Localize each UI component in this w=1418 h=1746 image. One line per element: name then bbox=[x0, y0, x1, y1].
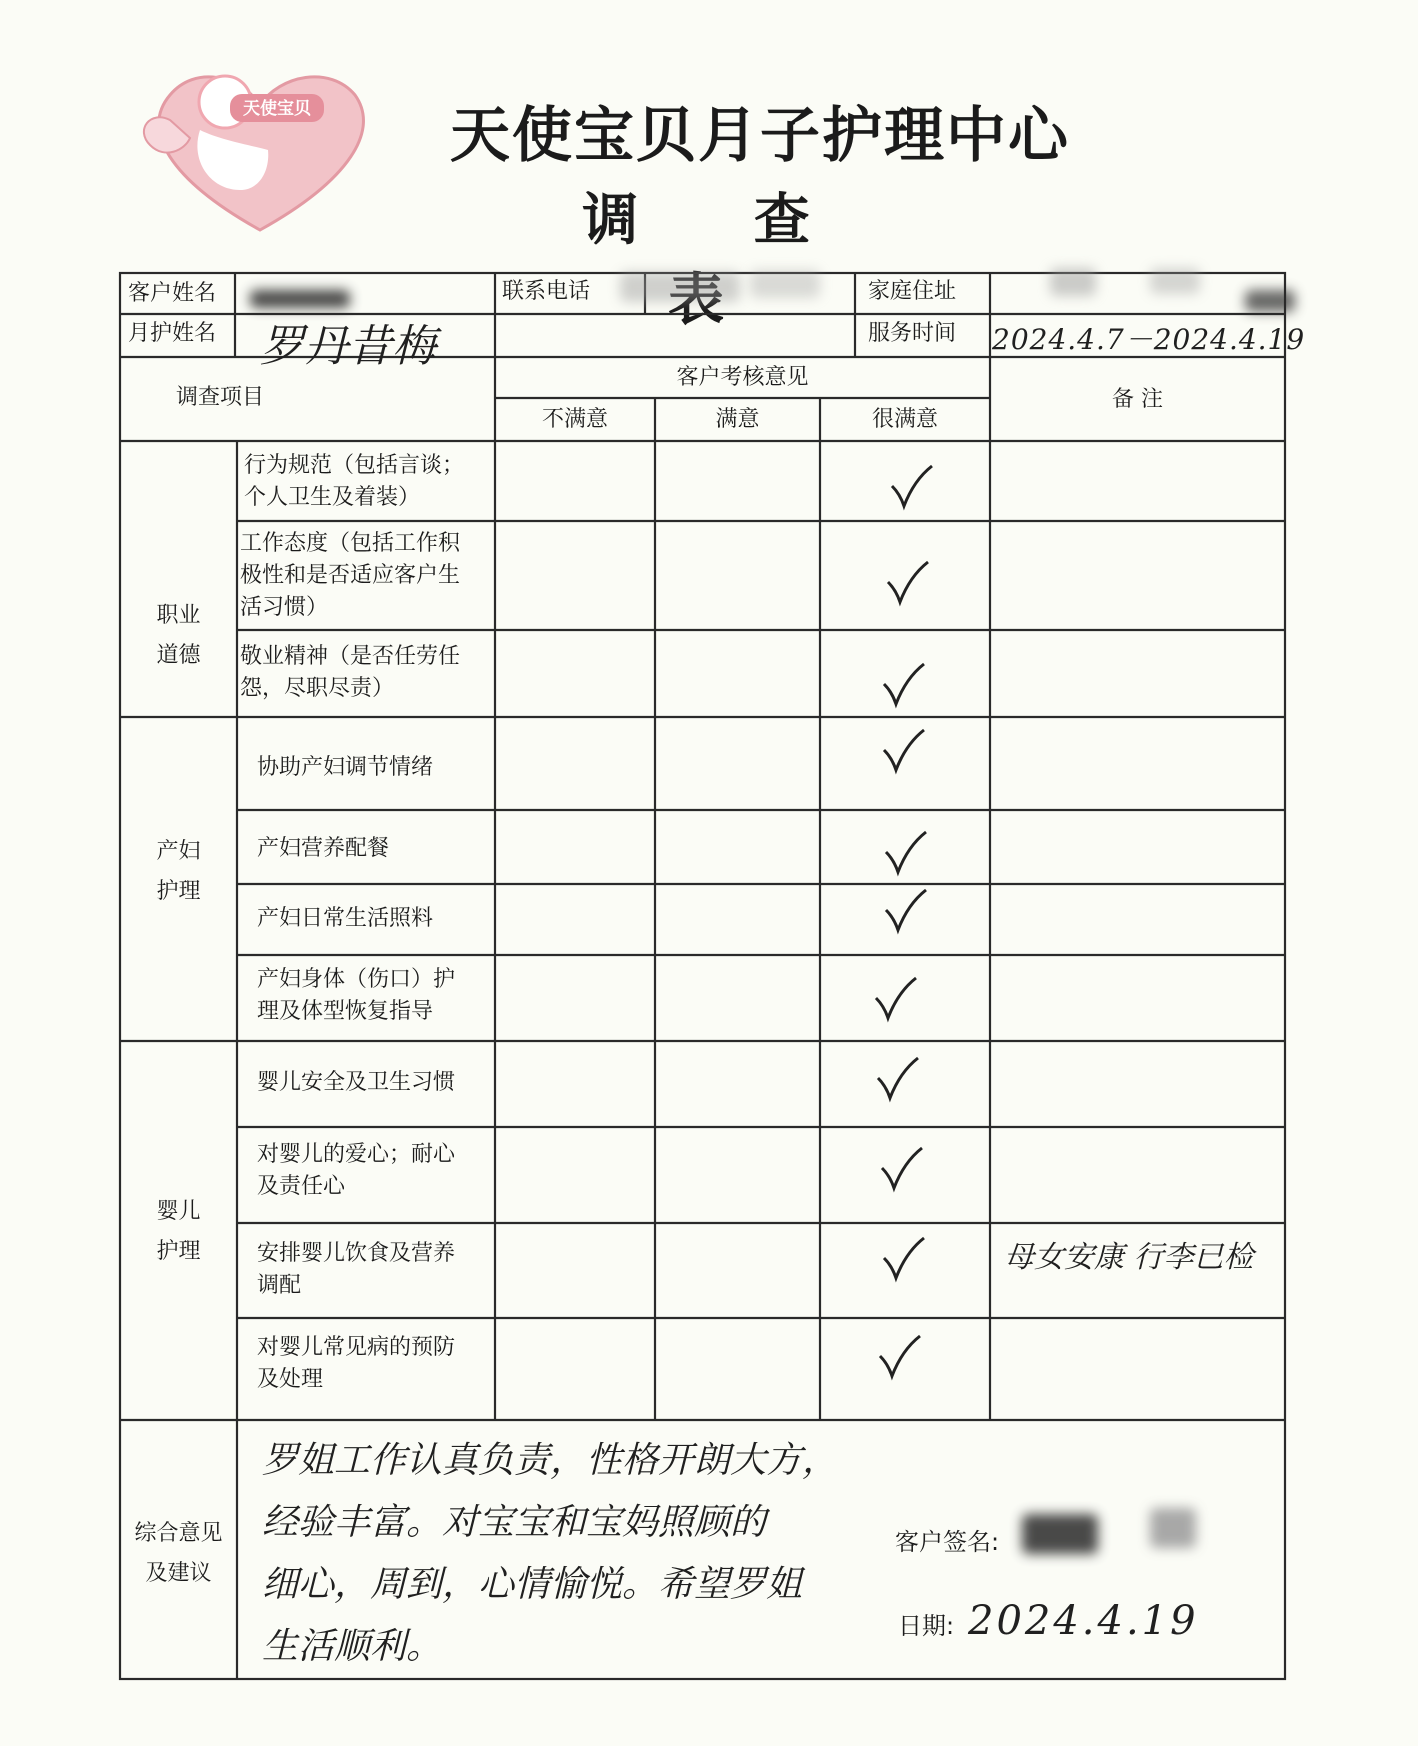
check-mark-icon bbox=[882, 826, 930, 878]
nurse-name-value: 罗丹昔梅 bbox=[260, 321, 436, 372]
signature-label: 客户签名: bbox=[895, 1528, 1000, 1556]
remark-note: 母女安康 行李已检 bbox=[1004, 1240, 1254, 1275]
summary-comment bbox=[262, 1430, 838, 1678]
check-mark-icon bbox=[874, 1052, 922, 1104]
item-nutrition: 产妇营养配餐 bbox=[257, 836, 390, 861]
col-very-satisfied: 很满意 bbox=[871, 407, 938, 432]
col-unsatisfied: 不满意 bbox=[541, 407, 608, 432]
page-title: 天使宝贝月子护理中心 bbox=[450, 101, 1070, 171]
address-redacted-2 bbox=[1150, 268, 1200, 294]
remarks-header: 备 注 bbox=[1112, 387, 1163, 412]
check-mark-icon bbox=[882, 884, 930, 936]
check-mark-icon bbox=[872, 972, 920, 1024]
col-satisfied: 满意 bbox=[715, 407, 760, 432]
check-mark-icon bbox=[888, 460, 936, 512]
item-conduct: 行为规范（包括言谈； 个人卫生及着装） bbox=[244, 453, 465, 510]
category-mother-care: 产妇 护理 bbox=[156, 839, 201, 904]
check-mark-icon bbox=[880, 724, 928, 776]
item-baby-feeding: 安排婴儿饮食及营养 调配 bbox=[257, 1241, 456, 1298]
check-mark-icon bbox=[884, 556, 932, 608]
phone-label: 联系电话 bbox=[502, 279, 591, 304]
service-time-value: 2024.4.7－2024.4.19 bbox=[992, 323, 1306, 356]
date-value: 2024.4.19 bbox=[968, 1598, 1199, 1644]
phone-redacted bbox=[620, 272, 740, 302]
address-redacted bbox=[1050, 268, 1096, 296]
item-daily-care: 产妇日常生活照料 bbox=[257, 906, 434, 931]
opinion-header: 客户考核意见 bbox=[676, 365, 809, 390]
summary-line: 生活顺利。 bbox=[262, 1626, 443, 1667]
check-mark-icon bbox=[880, 1232, 928, 1284]
check-mark-icon bbox=[880, 658, 928, 710]
summary-label: 综合意见 及建议 bbox=[134, 1521, 223, 1586]
check-mark-icon bbox=[876, 1330, 924, 1382]
check-mark-icon bbox=[878, 1142, 926, 1194]
item-dedication: 敬业精神（是否任劳任 怨，尽职尽责） bbox=[240, 644, 461, 701]
customer-name-redacted bbox=[250, 290, 350, 308]
item-attitude: 工作态度（包括工作积 极性和是否适应客户生 活习惯） bbox=[240, 531, 461, 620]
item-baby-illness: 对婴儿常见病的预防 及处理 bbox=[257, 1335, 456, 1392]
item-baby-love: 对婴儿的爱心；耐心 及责任心 bbox=[257, 1142, 456, 1199]
date-label: 日期: bbox=[898, 1612, 955, 1640]
category-baby-care: 婴儿 护理 bbox=[156, 1199, 201, 1264]
customer-name-label: 客户姓名 bbox=[128, 281, 217, 306]
signature-redacted bbox=[1022, 1514, 1098, 1554]
category-professional-ethics: 职业 道德 bbox=[156, 603, 201, 668]
logo-text: 天使宝贝 bbox=[243, 99, 311, 119]
item-emotion: 协助产妇调节情绪 bbox=[257, 755, 434, 780]
page-subtitle: 调 查 表 bbox=[582, 188, 858, 333]
summary-line: 细心，周到，心情愉悦。希望罗姐 bbox=[262, 1564, 803, 1605]
survey-item-header: 调查项目 bbox=[175, 385, 264, 410]
summary-line: 经验丰富。对宝宝和宝妈照顾的 bbox=[262, 1502, 767, 1543]
address-label: 家庭住址 bbox=[868, 279, 957, 304]
item-baby-safety: 婴儿安全及卫生习惯 bbox=[257, 1070, 456, 1095]
service-time-label: 服务时间 bbox=[868, 321, 957, 346]
phone-redacted-2 bbox=[750, 270, 820, 298]
signature-redacted-2 bbox=[1150, 1508, 1196, 1548]
summary-line: 罗姐工作认真负责，性格开朗大方， bbox=[262, 1440, 839, 1481]
nurse-name-label: 月护姓名 bbox=[128, 321, 217, 346]
item-recovery: 产妇身体（伤口）护 理及体型恢复指导 bbox=[257, 967, 456, 1024]
address-redacted-3 bbox=[1245, 290, 1295, 312]
